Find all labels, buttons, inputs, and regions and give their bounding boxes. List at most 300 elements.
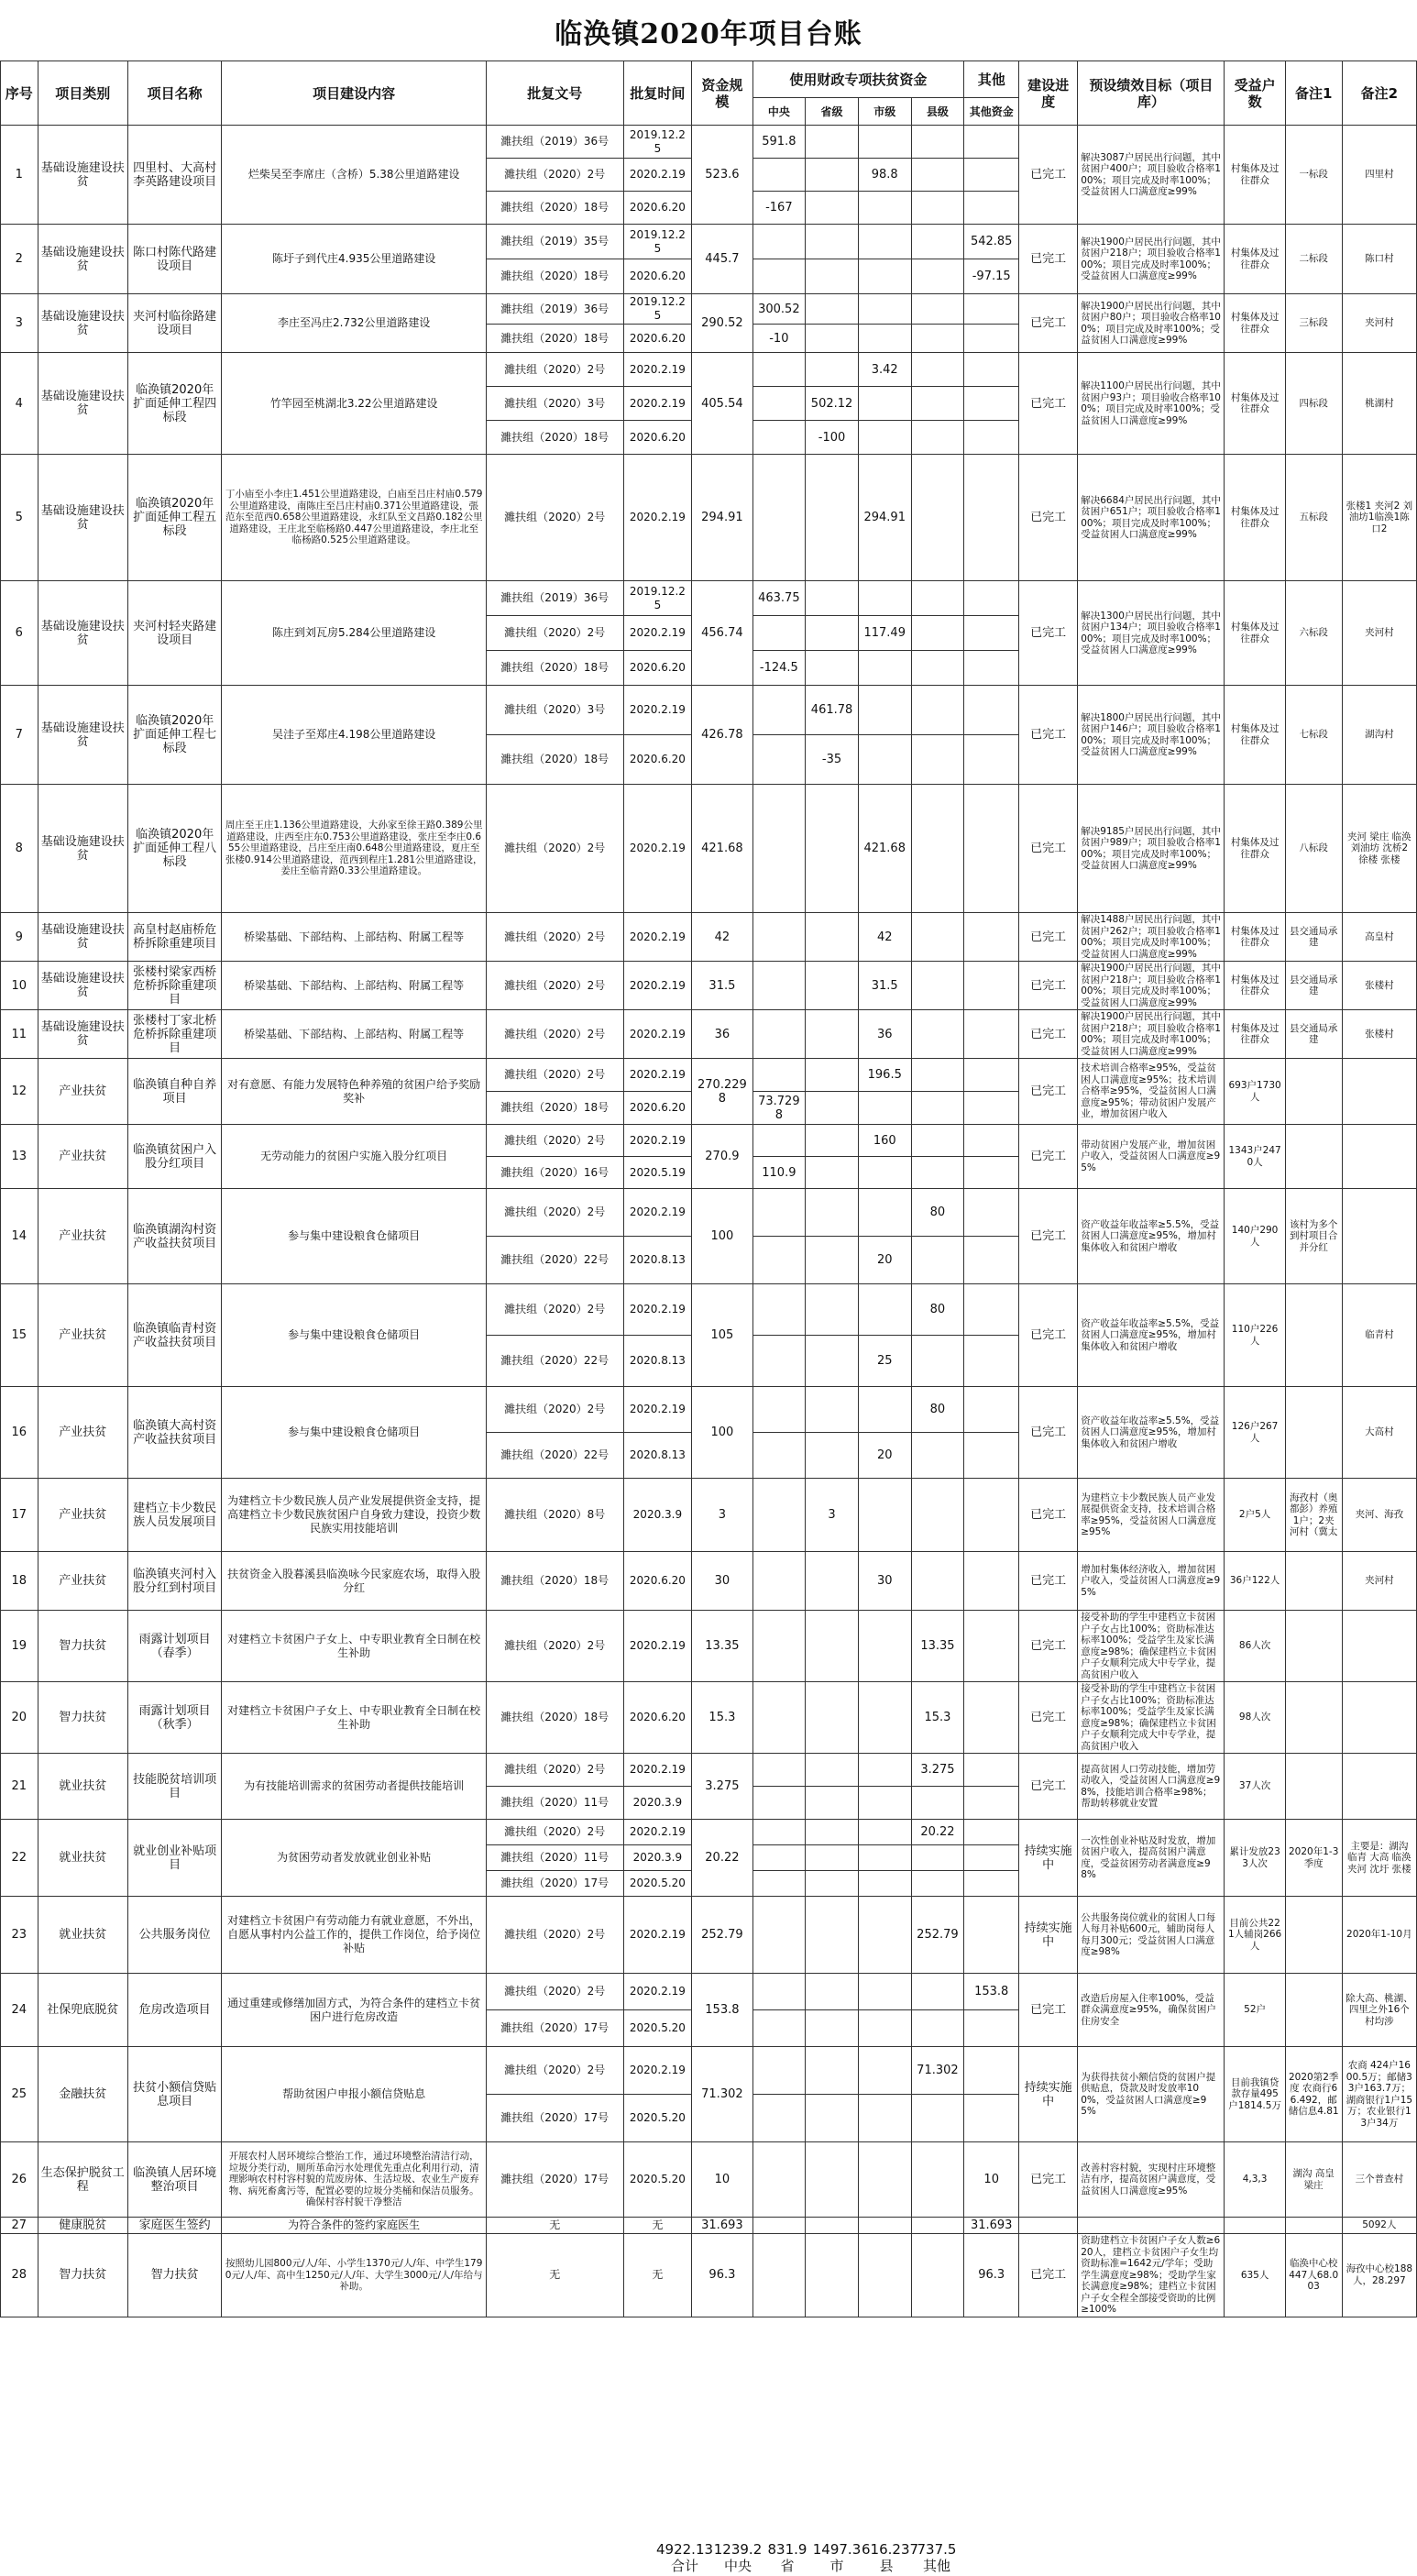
cell-content: 为贫困劳动者发放就业创业补贴 (222, 1820, 486, 1897)
cell-name: 技能脱贫培训项目 (127, 1754, 222, 1820)
cell-province: -35 (806, 735, 859, 785)
cell-scale: 270.2298 (692, 1059, 752, 1125)
header-note1: 备注1 (1285, 61, 1342, 126)
cell-city: 36 (858, 1010, 911, 1059)
header-doc: 批复文号 (486, 61, 623, 126)
cell-content: 陈庄到刘瓦房5.284公里道路建设 (222, 581, 486, 686)
cell-note2 (1342, 1125, 1416, 1189)
cell-doc: 濉扶组（2019）36号 (486, 294, 623, 325)
cell-time: 2020.2.19 (623, 1611, 692, 1682)
cell-doc: 濉扶组（2020）3号 (486, 686, 623, 735)
cell-time: 2020.5.20 (623, 2010, 692, 2047)
cell-target: 解决1900户居民出行问题，其中贫困户218户；项目验收合格率100%；项目完成及时率100%；受益贫困人口满意度≥99% (1078, 225, 1225, 294)
cell-content: 参与集中建设粮食仓储项目 (222, 1189, 486, 1284)
cell-province (806, 1787, 859, 1820)
cell-central: 73.7298 (752, 1092, 806, 1125)
cell-note2: 三个普查村 (1342, 2142, 1416, 2218)
table-row (1, 913, 1417, 962)
cell-target: 增加村集体经济收入，增加贫困户收入，受益贫困人口满意度≥95% (1078, 1552, 1225, 1611)
cell-target (1078, 2218, 1225, 2234)
cell-content: 对建档立卡贫困户子女上、中专职业教育全日制在校生补助 (222, 1682, 486, 1754)
cell-doc: 濉扶组（2020）16号 (486, 1157, 623, 1189)
ledger-table (0, 61, 1417, 2317)
cell-other (964, 686, 1019, 735)
cell-city: 20 (858, 1237, 911, 1284)
cell-progress: 已完工 (1019, 294, 1078, 353)
cell-city (858, 1611, 911, 1682)
cell-name: 临涣镇自种自养项目 (127, 1059, 222, 1125)
cell-note1 (1285, 1059, 1342, 1125)
cell-doc: 濉扶组（2020）17号 (486, 2095, 623, 2142)
cell-name: 就业创业补贴项目 (127, 1820, 222, 1897)
cell-other (964, 581, 1019, 616)
cell-province: 502.12 (806, 387, 859, 421)
table-row (1, 1479, 1417, 1552)
cell-city (858, 192, 911, 225)
cell-central (752, 686, 806, 735)
cell-progress: 已完工 (1019, 2142, 1078, 2218)
cell-doc: 濉扶组（2020）2号 (486, 1897, 623, 1974)
cell-time: 2020.3.9 (623, 1479, 692, 1552)
cell-seq: 26 (1, 2142, 38, 2218)
cell-city: 196.5 (858, 1059, 911, 1092)
cell-doc: 濉扶组（2020）2号 (486, 159, 623, 192)
cell-province (806, 1387, 859, 1433)
cell-content: 开展农村人居环境综合整治工作，通过环境整治清洁行动，垃圾分类行动，厕所革命污水处理优先重点化利用行动，清理影响农村村容村貌的荒废房体、生活垃圾、农业生产废弃物、病死畜禽污等，配置必要的垃圾分类桶和保洁员服务。确保村容村貌干净整洁 (222, 2142, 486, 2218)
cell-scale: 13.35 (692, 1611, 752, 1682)
cell-category: 智力扶贫 (38, 1682, 127, 1754)
cell-category: 基础设施建设扶贫 (38, 455, 127, 581)
cell-note1: 四标段 (1285, 353, 1342, 455)
cell-other (964, 735, 1019, 785)
cell-central (752, 1189, 806, 1237)
cell-county (911, 1433, 964, 1479)
cell-city: 42 (858, 913, 911, 962)
cell-target: 提高贫困人口劳动技能，增加劳动收入，受益贫困人口满意度≥98%，技能培训合格率≥98%；帮助转移就业安置 (1078, 1754, 1225, 1820)
cell-county: 20.22 (911, 1820, 964, 1845)
cell-note2: 张楼村 (1342, 1010, 1416, 1059)
cell-target: 解决1100户居民出行问题，其中贫困户93户；项目验收合格率100%；项目完成及时率100%；受益贫困人口满意度≥99% (1078, 353, 1225, 455)
cell-province (806, 651, 859, 686)
cell-central (752, 1237, 806, 1284)
cell-note1: 八标段 (1285, 785, 1342, 913)
cell-scale: 294.91 (692, 455, 752, 581)
cell-category: 基础设施建设扶贫 (38, 225, 127, 294)
cell-central (752, 1787, 806, 1820)
cell-scale: 421.68 (692, 785, 752, 913)
cell-time: 2020.5.20 (623, 2142, 692, 2218)
table-row (1, 294, 1417, 325)
cell-time: 2020.3.9 (623, 1787, 692, 1820)
cell-central (752, 1845, 806, 1871)
cell-category: 基础设施建设扶贫 (38, 353, 127, 455)
cell-note1: 一标段 (1285, 126, 1342, 225)
cell-central: 300.52 (752, 294, 806, 325)
cell-city (858, 2234, 911, 2317)
table-row (1, 1611, 1417, 1682)
cell-name: 临涣镇人居环境整治项目 (127, 2142, 222, 2218)
cell-city (858, 2047, 911, 2095)
cell-other (964, 325, 1019, 353)
cell-scale: 96.3 (692, 2234, 752, 2317)
cell-households: 140户290人 (1225, 1189, 1285, 1284)
cell-other (964, 616, 1019, 651)
cell-note1 (1285, 1552, 1342, 1611)
header-name: 项目名称 (127, 61, 222, 126)
cell-target: 接受补助的学生中建档立卡贫困户子女占比100%；资助标准达标率100%；受益学生及家长满意度≥98%；确保建档立卡贫困户子女顺利完成大中专学业，提高贫困户收入 (1078, 1682, 1225, 1754)
table-row (1, 2047, 1417, 2095)
cell-progress: 已完工 (1019, 126, 1078, 225)
cell-name: 夹河村临徐路建设项目 (127, 294, 222, 353)
cell-households: 村集体及过往群众 (1225, 455, 1285, 581)
cell-note1: 县交通局承建 (1285, 913, 1342, 962)
cell-households: 635人 (1225, 2234, 1285, 2317)
total-scale: 4922.13 (656, 2541, 714, 2558)
cell-other (964, 1387, 1019, 1433)
cell-content: 竹竿园至桃湖北3.22公里道路建设 (222, 353, 486, 455)
cell-seq: 11 (1, 1010, 38, 1059)
cell-name: 扶贫小额信贷贴息项目 (127, 2047, 222, 2142)
cell-progress: 已完工 (1019, 1754, 1078, 1820)
cell-doc: 濉扶组（2020）2号 (486, 1754, 623, 1787)
cell-category: 产业扶贫 (38, 1125, 127, 1189)
cell-central (752, 2234, 806, 2317)
cell-content: 桥梁基础、下部结构、上部结构、附属工程等 (222, 1010, 486, 1059)
header-city: 市级 (858, 98, 911, 126)
cell-county: 3.275 (911, 1754, 964, 1787)
cell-other (964, 2010, 1019, 2047)
cell-note2 (1342, 1754, 1416, 1820)
cell-other (964, 1479, 1019, 1552)
cell-county (911, 1787, 964, 1820)
cell-households (1225, 2218, 1285, 2234)
cell-other (964, 159, 1019, 192)
cell-time: 2020.8.13 (623, 1336, 692, 1387)
cell-time: 2020.2.19 (623, 353, 692, 387)
cell-central (752, 1820, 806, 1845)
cell-central (752, 387, 806, 421)
cell-category: 基础设施建设扶贫 (38, 686, 127, 785)
cell-doc: 濉扶组（2020）2号 (486, 1125, 623, 1157)
cell-target: 公共服务岗位就业的贫困人口每人每月补贴600元，辅助岗每人每月300元；受益贫困人口满意度≥98% (1078, 1897, 1225, 1974)
cell-name: 临涣镇大高村资产收益扶贫项目 (127, 1387, 222, 1479)
cell-target: 为获得扶贫小额信贷的贫困户提供贴息，贷款及时发放率100%，受益贫困人口满意度≥95% (1078, 2047, 1225, 2142)
cell-households: 2户5人 (1225, 1479, 1285, 1552)
cell-category: 智力扶贫 (38, 1611, 127, 1682)
cell-province (806, 1189, 859, 1237)
cell-progress: 已完工 (1019, 1189, 1078, 1284)
cell-scale: 105 (692, 1284, 752, 1387)
cell-scale: 426.78 (692, 686, 752, 785)
cell-note2: 桃湖村 (1342, 353, 1416, 455)
cell-seq: 5 (1, 455, 38, 581)
cell-doc: 濉扶组（2020）11号 (486, 1787, 623, 1820)
cell-households: 村集体及过往群众 (1225, 225, 1285, 294)
cell-other: 96.3 (964, 2234, 1019, 2317)
cell-city: 3.42 (858, 353, 911, 387)
cell-target: 资产收益年收益率≥5.5%，受益贫困人口满意度≥95%，增加村集体收入和贫困户增收 (1078, 1284, 1225, 1387)
cell-progress (1019, 2218, 1078, 2234)
header-fund-group: 使用财政专项扶贫资金 (752, 61, 964, 98)
cell-note2: 夹河村 (1342, 294, 1416, 353)
cell-province (806, 1552, 859, 1611)
cell-central: 463.75 (752, 581, 806, 616)
cell-doc: 濉扶组（2020）2号 (486, 1010, 623, 1059)
cell-central (752, 1552, 806, 1611)
cell-progress: 持续实施中 (1019, 1897, 1078, 1974)
cell-city (858, 2218, 911, 2234)
cell-note2: 2020年1-10月 (1342, 1897, 1416, 1974)
header-progress: 建设进度 (1019, 61, 1078, 126)
cell-other (964, 962, 1019, 1010)
total-central-label: 中央 (723, 2558, 752, 2574)
cell-name: 公共服务岗位 (127, 1897, 222, 1974)
cell-doc: 濉扶组（2020）18号 (486, 735, 623, 785)
cell-category: 基础设施建设扶贫 (38, 913, 127, 962)
cell-scale: 270.9 (692, 1125, 752, 1189)
cell-households: 4,3,3 (1225, 2142, 1285, 2218)
cell-central: -10 (752, 325, 806, 353)
header-time: 批复时间 (623, 61, 692, 126)
cell-province (806, 159, 859, 192)
cell-central (752, 616, 806, 651)
cell-other (964, 387, 1019, 421)
table-row (1, 353, 1417, 387)
cell-households: 110户226人 (1225, 1284, 1285, 1387)
cell-city (858, 581, 911, 616)
cell-doc: 濉扶组（2020）17号 (486, 1871, 623, 1897)
cell-seq: 21 (1, 1754, 38, 1820)
table-row (1, 225, 1417, 259)
cell-doc: 濉扶组（2020）2号 (486, 2047, 623, 2095)
cell-progress: 已完工 (1019, 1552, 1078, 1611)
cell-target: 带动贫困户发展产业，增加贫困户收入，受益贫困人口满意度≥95% (1078, 1125, 1225, 1189)
cell-seq: 23 (1, 1897, 38, 1974)
cell-note2: 临青村 (1342, 1284, 1416, 1387)
cell-central: 110.9 (752, 1157, 806, 1189)
cell-city: 98.8 (858, 159, 911, 192)
cell-time: 2020.3.9 (623, 1845, 692, 1871)
cell-name: 临涣镇湖沟村资产收益扶贫项目 (127, 1189, 222, 1284)
total-central: 1239.2 (713, 2541, 763, 2558)
cell-city (858, 1092, 911, 1125)
cell-name: 危房改造项目 (127, 1974, 222, 2047)
cell-city (858, 421, 911, 455)
cell-city: 160 (858, 1125, 911, 1157)
cell-target: 解决1300户居民出行问题，其中贫困户134户；项目验收合格率100%；项目完成及时率100%；受益贫困人口满意度≥99% (1078, 581, 1225, 686)
cell-progress: 已完工 (1019, 1125, 1078, 1189)
cell-scale: 3.275 (692, 1754, 752, 1820)
cell-doc: 濉扶组（2020）18号 (486, 259, 623, 294)
cell-time: 2020.2.19 (623, 1284, 692, 1336)
cell-county: 80 (911, 1189, 964, 1237)
cell-doc: 濉扶组（2020）8号 (486, 1479, 623, 1552)
cell-province (806, 1433, 859, 1479)
cell-county: 252.79 (911, 1897, 964, 1974)
cell-category: 基础设施建设扶贫 (38, 581, 127, 686)
cell-category: 产业扶贫 (38, 1479, 127, 1552)
total-other-label: 其他 (922, 2558, 950, 2574)
cell-province (806, 1125, 859, 1157)
cell-progress: 持续实施中 (1019, 1820, 1078, 1897)
cell-county (911, 387, 964, 421)
cell-name: 张楼村梁家西桥危桥拆除重建项目 (127, 962, 222, 1010)
cell-category: 基础设施建设扶贫 (38, 126, 127, 225)
table-row (1, 1974, 1417, 2010)
cell-county (911, 1237, 964, 1284)
cell-city (858, 1974, 911, 2010)
cell-city: 294.91 (858, 455, 911, 581)
cell-note2: 夹河 梁庄 临涣 刘油坊 沈桥2 徐楼 张楼 (1342, 785, 1416, 913)
cell-city (858, 1871, 911, 1897)
cell-other (964, 2047, 1019, 2095)
cell-category: 基础设施建设扶贫 (38, 785, 127, 913)
cell-category: 产业扶贫 (38, 1059, 127, 1125)
table-row (1, 455, 1417, 581)
cell-note2: 除大高、桃湖、四里之外16个村均涉 (1342, 1974, 1416, 2047)
header-other-group: 其他 (964, 61, 1019, 98)
cell-target: 改造后房屋入住率100%，受益群众满意度≥95%，确保贫困户住房安全 (1078, 1974, 1225, 2047)
cell-time: 2020.2.19 (623, 686, 692, 735)
cell-target: 解决9185户居民出行问题，其中贫困户989户；项目验收合格率100%；项目完成及时率100%；受益贫困人口满意度≥99% (1078, 785, 1225, 913)
cell-content: 陈圩子到代庄4.935公里道路建设 (222, 225, 486, 294)
cell-name: 张楼村丁家北桥危桥拆除重建项目 (127, 1010, 222, 1059)
cell-note2: 海孜中心校188人，28.297 (1342, 2234, 1416, 2317)
cell-city (858, 2010, 911, 2047)
cell-doc: 濉扶组（2020）2号 (486, 353, 623, 387)
header-target: 预设绩效目标（项目库） (1078, 61, 1225, 126)
cell-central (752, 1010, 806, 1059)
header-note2: 备注2 (1342, 61, 1416, 126)
cell-progress: 已完工 (1019, 1059, 1078, 1125)
cell-province (806, 1237, 859, 1284)
cell-other: -97.15 (964, 259, 1019, 294)
cell-central (752, 2047, 806, 2095)
cell-county (911, 686, 964, 735)
cell-households: 村集体及过往群众 (1225, 962, 1285, 1010)
cell-households: 村集体及过往群众 (1225, 686, 1285, 785)
cell-county (911, 2234, 964, 2317)
cell-households: 126户267人 (1225, 1387, 1285, 1479)
cell-province (806, 1820, 859, 1845)
table-row (1, 581, 1417, 616)
cell-province (806, 2142, 859, 2218)
cell-time: 2020.6.20 (623, 651, 692, 686)
cell-province (806, 1336, 859, 1387)
table-row (1, 1059, 1417, 1092)
cell-target: 解决1900户居民出行问题，其中贫困户218户；项目验收合格率100%；项目完成及时率100%；受益贫困人口满意度≥99% (1078, 1010, 1225, 1059)
cell-content: 周庄至王庄1.136公里道路建设，大孙家至徐王路0.389公里道路建设，庄西至庄东0.753公里道路建设，张庄至李庄0.655公里道路建设，吕庄至庄南0.648公里道路建设，夏庄至张楼0.914公里道路建设，范西到程庄1.281公里道路建设，姜庄至临青路0.33公里道路建设。 (222, 785, 486, 913)
cell-target: 解决1800户居民出行问题，其中贫困户146户；项目验收合格率100%；项目完成及时率100%；受益贫困人口满意度≥99% (1078, 686, 1225, 785)
cell-note2: 四里村 (1342, 126, 1416, 225)
cell-county (911, 294, 964, 325)
cell-scale: 523.6 (692, 126, 752, 225)
cell-scale: 405.54 (692, 353, 752, 455)
cell-content: 为有技能培训需求的贫困劳动者提供技能培训 (222, 1754, 486, 1820)
cell-progress: 已完工 (1019, 2234, 1078, 2317)
cell-time: 2020.6.20 (623, 259, 692, 294)
table-row (1, 785, 1417, 913)
cell-target: 资助建档立卡贫困户子女人数≥620人，建档立卡贫困户子女生均资助标准=1642元/学年；受助学生满意度≥98%；受助学生家长满意度≥98%；建档立卡贫困户子女全程全部接受资助的比例≥100% (1078, 2234, 1225, 2317)
cell-note2: 陈口村 (1342, 225, 1416, 294)
cell-central (752, 1754, 806, 1787)
cell-province (806, 455, 859, 581)
cell-name: 临涣镇2020年扩面延伸工程七标段 (127, 686, 222, 785)
cell-county (911, 192, 964, 225)
cell-target: 解决1488户居民出行问题，其中贫困户262户；项目验收合格率100%；项目完成及时率100%；受益贫困人口满意度≥99% (1078, 913, 1225, 962)
cell-city: 421.68 (858, 785, 911, 913)
cell-county (911, 225, 964, 259)
cell-city (858, 2142, 911, 2218)
cell-county (911, 353, 964, 387)
cell-province (806, 353, 859, 387)
cell-doc: 濉扶组（2020）2号 (486, 1611, 623, 1682)
cell-county: 71.302 (911, 2047, 964, 2095)
cell-category: 就业扶贫 (38, 1897, 127, 1974)
cell-province (806, 294, 859, 325)
total-city: 1497.3 (812, 2541, 862, 2558)
cell-other (964, 1125, 1019, 1157)
cell-other (964, 1754, 1019, 1787)
cell-central (752, 1682, 806, 1754)
cell-note1: 五标段 (1285, 455, 1342, 581)
cell-county (911, 1552, 964, 1611)
cell-other (964, 1787, 1019, 1820)
cell-content: 对建档立卡贫困户子女上、中专职业教育全日制在校生补助 (222, 1611, 486, 1682)
cell-progress: 已完工 (1019, 1479, 1078, 1552)
cell-county (911, 259, 964, 294)
cell-other (964, 353, 1019, 387)
cell-content: 吴洼子至郑庄4.198公里道路建设 (222, 686, 486, 785)
cell-note2: 夹河村 (1342, 1552, 1416, 1611)
cell-time: 2020.6.20 (623, 1552, 692, 1611)
cell-content: 为符合条件的签约家庭医生 (222, 2218, 486, 2234)
cell-seq: 1 (1, 126, 38, 225)
cell-other (964, 1284, 1019, 1336)
cell-time: 2020.5.19 (623, 1157, 692, 1189)
cell-progress: 已完工 (1019, 785, 1078, 913)
cell-central (752, 913, 806, 962)
cell-category: 基础设施建设扶贫 (38, 294, 127, 353)
cell-other (964, 1336, 1019, 1387)
cell-target: 接受补助的学生中建档立卡贫困户子女占比100%；资助标准达标率100%；受益学生及家长满意度≥98%；确保建档立卡贫困户子女顺利完成大中专学业，提高贫困户收入 (1078, 1611, 1225, 1682)
cell-county (911, 455, 964, 581)
cell-time: 2020.2.19 (623, 1387, 692, 1433)
cell-time: 2020.2.19 (623, 1189, 692, 1237)
cell-county (911, 2218, 964, 2234)
cell-doc: 濉扶组（2020）18号 (486, 421, 623, 455)
cell-note2: 农商 424户1600.5万；邮储33户163.7万；湖商银行1户15万；农业银行13户34万 (1342, 2047, 1416, 2142)
cell-category: 基础设施建设扶贫 (38, 962, 127, 1010)
table-row (1, 1125, 1417, 1157)
cell-scale: 15.3 (692, 1682, 752, 1754)
cell-scale: 100 (692, 1387, 752, 1479)
total-other: 737.5 (917, 2541, 957, 2558)
cell-note1: 该村为多个到村项目合并分红 (1285, 1189, 1342, 1284)
cell-progress: 已完工 (1019, 353, 1078, 455)
ledger-body (1, 126, 1417, 2317)
cell-category: 产业扶贫 (38, 1284, 127, 1387)
cell-time: 2020.2.19 (623, 159, 692, 192)
cell-province (806, 2234, 859, 2317)
cell-other (964, 651, 1019, 686)
cell-other (964, 913, 1019, 962)
cell-other (964, 1157, 1019, 1189)
cell-name: 陈口村陈代路建设项目 (127, 225, 222, 294)
cell-note1 (1285, 1897, 1342, 1974)
cell-note1: 湖沟 高皇 梁庄 (1285, 2142, 1342, 2218)
cell-city (858, 1189, 911, 1237)
